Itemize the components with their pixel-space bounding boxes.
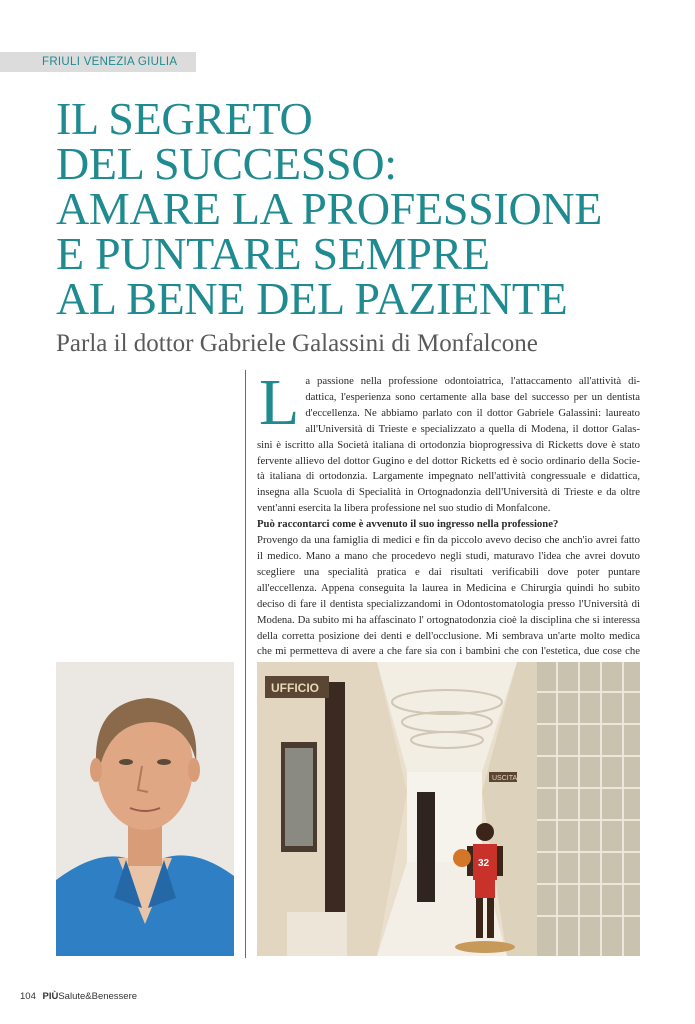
magazine-brand-rest: Salute&Benessere — [58, 991, 138, 1002]
interview-answer: Provengo da una famiglia di medici e fin da piccolo avevo deciso che anch'io avrei fatto il medico. Mano a mano che procedevo negli studi, maturavo l'idea che avrei dovuto scegliere una specialità pratica e dai risultati verificabili dove poter puntare all'eccellenza. Appena conseguita la laurea in Medicina e Chirurgia quindi ho subito deciso di fare il dentista specializzandomi in Odontostomatologia presso l'Università di Modena. Da subito mi ha affascinato l' ortognatodonzia cioè la disciplina che si interessa della corretta posizione dei denti e dell'occlusione. Mi sembrava un'arte molto medica che mi permetteva di avere a che fare sia con i bambini che con l'estetica, due cose che — [257, 534, 640, 658]
clinic-corridor-photo — [257, 662, 640, 956]
magazine-brand — [43, 991, 138, 1002]
interview-question: Può raccontarci come è avvenuto il suo ingresso nella professione? — [257, 518, 559, 531]
magazine-brand-bold: PIÙ — [42, 991, 59, 1002]
subtitle: Parla il dottor Gabriele Galassini di Monfalcone — [56, 330, 538, 357]
page-number: 104 — [20, 991, 36, 1002]
headline — [56, 93, 603, 324]
office-sign-text: UFFICIO — [271, 681, 319, 695]
region-tag — [0, 52, 196, 72]
region-tag-label: FRIULI VENEZIA GIULIA — [42, 56, 178, 68]
drop-cap: L — [259, 366, 300, 439]
doctor-portrait-photo — [56, 662, 234, 956]
headline-line-2: DEL SUCCESSO: — [56, 138, 397, 189]
headline-line-5: AL BENE DEL PAZIENTE — [56, 273, 568, 324]
column-divider — [245, 370, 246, 958]
exit-sign-text: USCITA — [492, 775, 518, 782]
portrait-illustration — [56, 662, 234, 956]
article-body — [257, 366, 640, 676]
headline-line-4: E PUNTARE SEMPRE — [56, 228, 490, 279]
headline-line-3: AMARE LA PROFESSIONE — [56, 183, 603, 234]
corridor-illustration — [257, 662, 640, 956]
jersey-number-text: 32 — [478, 858, 490, 869]
headline-line-1: IL SEGRETO — [56, 93, 313, 144]
page-footer — [20, 991, 137, 1002]
article-intro: a passione nella professione odontoiatrica, l'attaccamento all'attività di- dattica, l'esperienza sono certamente alla base del successo per un dentista d'eccellenza. Ne abbiamo parlato con il dottor Gabriele Galassini: laureato all'Università di Trieste e specializzato a quella di Modena, il dottor Galas- sini è iscritto alla Società italiana di ortodonzia bioprogressiva di Ricketts dove è stato fervente allievo del dottor Gugino e del dottor Ricketts ed è socio ordinario della Socie- tà italiana di ortodonzia. Largamente impegnato nell'attività congressuale e didattica, insegna alla Scuola di Specialità in Ortognadonzia dell'Università di Trieste e da oltre vent'anni esercita la libera professione nel suo studio di Monfalcone. — [257, 375, 640, 515]
